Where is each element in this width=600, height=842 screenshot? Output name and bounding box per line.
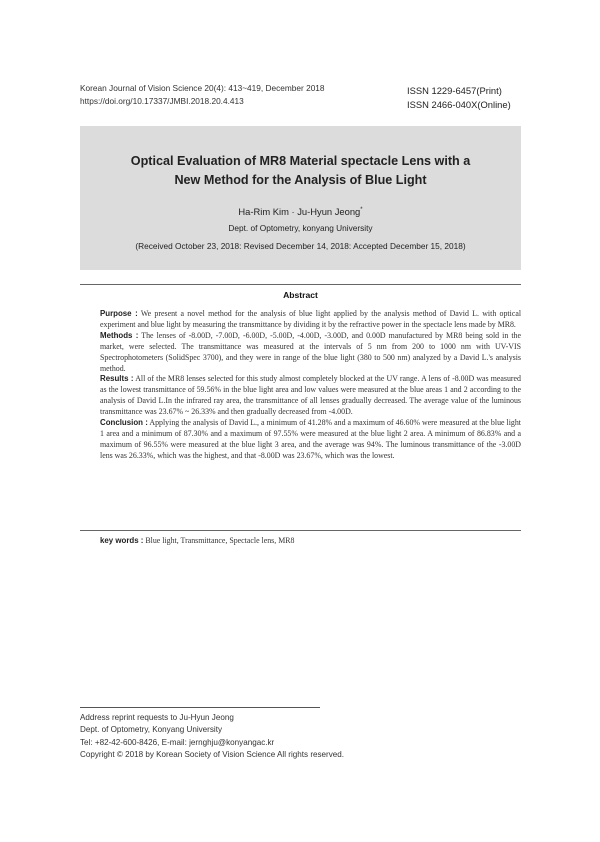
- issn-online: ISSN 2466-040X(Online): [407, 99, 511, 111]
- results-label: Results :: [100, 374, 134, 384]
- title-line-1: Optical Evaluation of MR8 Material spectacle Lens with a: [130, 154, 471, 168]
- article-title: [80, 152, 521, 190]
- keywords-text: Blue light, Transmittance, Spectacle lens, MR8: [143, 536, 295, 545]
- methods-label: Methods :: [100, 330, 139, 340]
- title-line-2: New Method for the Analysis of Blue Light: [174, 173, 427, 187]
- conclusion-label: Conclusion :: [100, 418, 148, 428]
- abstract-conclusion: [100, 418, 521, 462]
- abstract-top-rule: [80, 284, 521, 285]
- methods-text: The lenses of -8.00D, -7.00D, -6.00D, -5.00D, -4.00D, -3.00D, and 0.00D manufactured by MR8 being sold in the market, were selected. The transmittance was measured at the intervals of 5 nm from 200 to 1000 nm with UV-VIS Spectrophotometers (SolidSpec 3700), and they were in range of the blue light (380 to 500 nm) analyzed by a David L.'s analysis method.: [100, 330, 522, 373]
- footnote-dept: Dept. of Optometry, Konyang University: [80, 725, 222, 735]
- conclusion-text: Applying the analysis of David L., a minimum of 41.28% and a maximum of 46.60% were measured at the blue light 1 area and a minimum of 87.30% and a maximum of 97.55% were measured at the blue light 2 area. A minimum of 86.83% and a maximum of 96.55% were measured at the blue light 3 area, and the average was 94%. The luminous transmittance of the -3.00D lens was 26.33%, which was the highest, and that -8.00D was 23.67%, which was the lowest.: [100, 418, 521, 460]
- issn-print: ISSN 1229-6457(Print): [407, 85, 502, 96]
- received-dates: (Received October 23, 2018: Revised December 14, 2018: Accepted December 15, 2018): [135, 241, 466, 251]
- author-names: Ha-Rim Kim · Ju-Hyun Jeong: [238, 206, 361, 217]
- footnote-copyright: Copyright © 2018 by Korean Society of Vision Science All rights reserved.: [80, 749, 345, 759]
- corresponding-author-mark: *: [360, 206, 363, 213]
- journal-header: [80, 82, 325, 107]
- purpose-text: We present a novel method for the analysis of blue light applied by the analysis method of David L. with optical experiment and blue light by measuring the transmittance by dividing it by the refractive power in the spectacle lens made by MR8.: [100, 309, 522, 329]
- footnote-contact: Tel: +82-42-600-8426, E-mail: jernghju@konyangac.kr: [80, 737, 275, 747]
- keywords-line: [100, 536, 294, 545]
- results-text: All of the MR8 lenses selected for this study almost completely blocked at the UV range. A lens of -8.00D was measured as the lowest transmittance of 59.56% in the blue light area and low values were measured at the blue areas 1 and 2 according to the analysis of David L.In the infrared ray area, the transmittance of all lenses gradually decreased. The average value of the luminous transmittance was 23.67% ~ 26.33% and then gradually decreased from -4.00D.: [100, 374, 521, 417]
- journal-citation: Korean Journal of Vision Science 20(4): 413~419, December 2018: [80, 83, 325, 93]
- abstract-bottom-rule: [80, 530, 521, 531]
- purpose-label: Purpose :: [100, 309, 138, 318]
- abstract-purpose: [100, 309, 521, 331]
- abstract-results: [100, 374, 521, 418]
- author-list: [80, 206, 521, 217]
- abstract-methods: [100, 331, 521, 375]
- footnote-address: Address reprint requests to Ju-Hyun Jeong: [80, 713, 234, 722]
- affiliation: Dept. of Optometry, konyang University: [228, 223, 373, 233]
- abstract-body: [100, 309, 521, 462]
- doi-link[interactable]: https://doi.org/10.17337/JMBI.2018.20.4.413: [80, 95, 244, 106]
- correspondence-footnote: [80, 712, 344, 761]
- footnote-rule: [80, 707, 320, 708]
- keywords-label: key words :: [100, 536, 144, 545]
- issn-block: [407, 84, 511, 113]
- abstract-heading: Abstract: [283, 290, 318, 300]
